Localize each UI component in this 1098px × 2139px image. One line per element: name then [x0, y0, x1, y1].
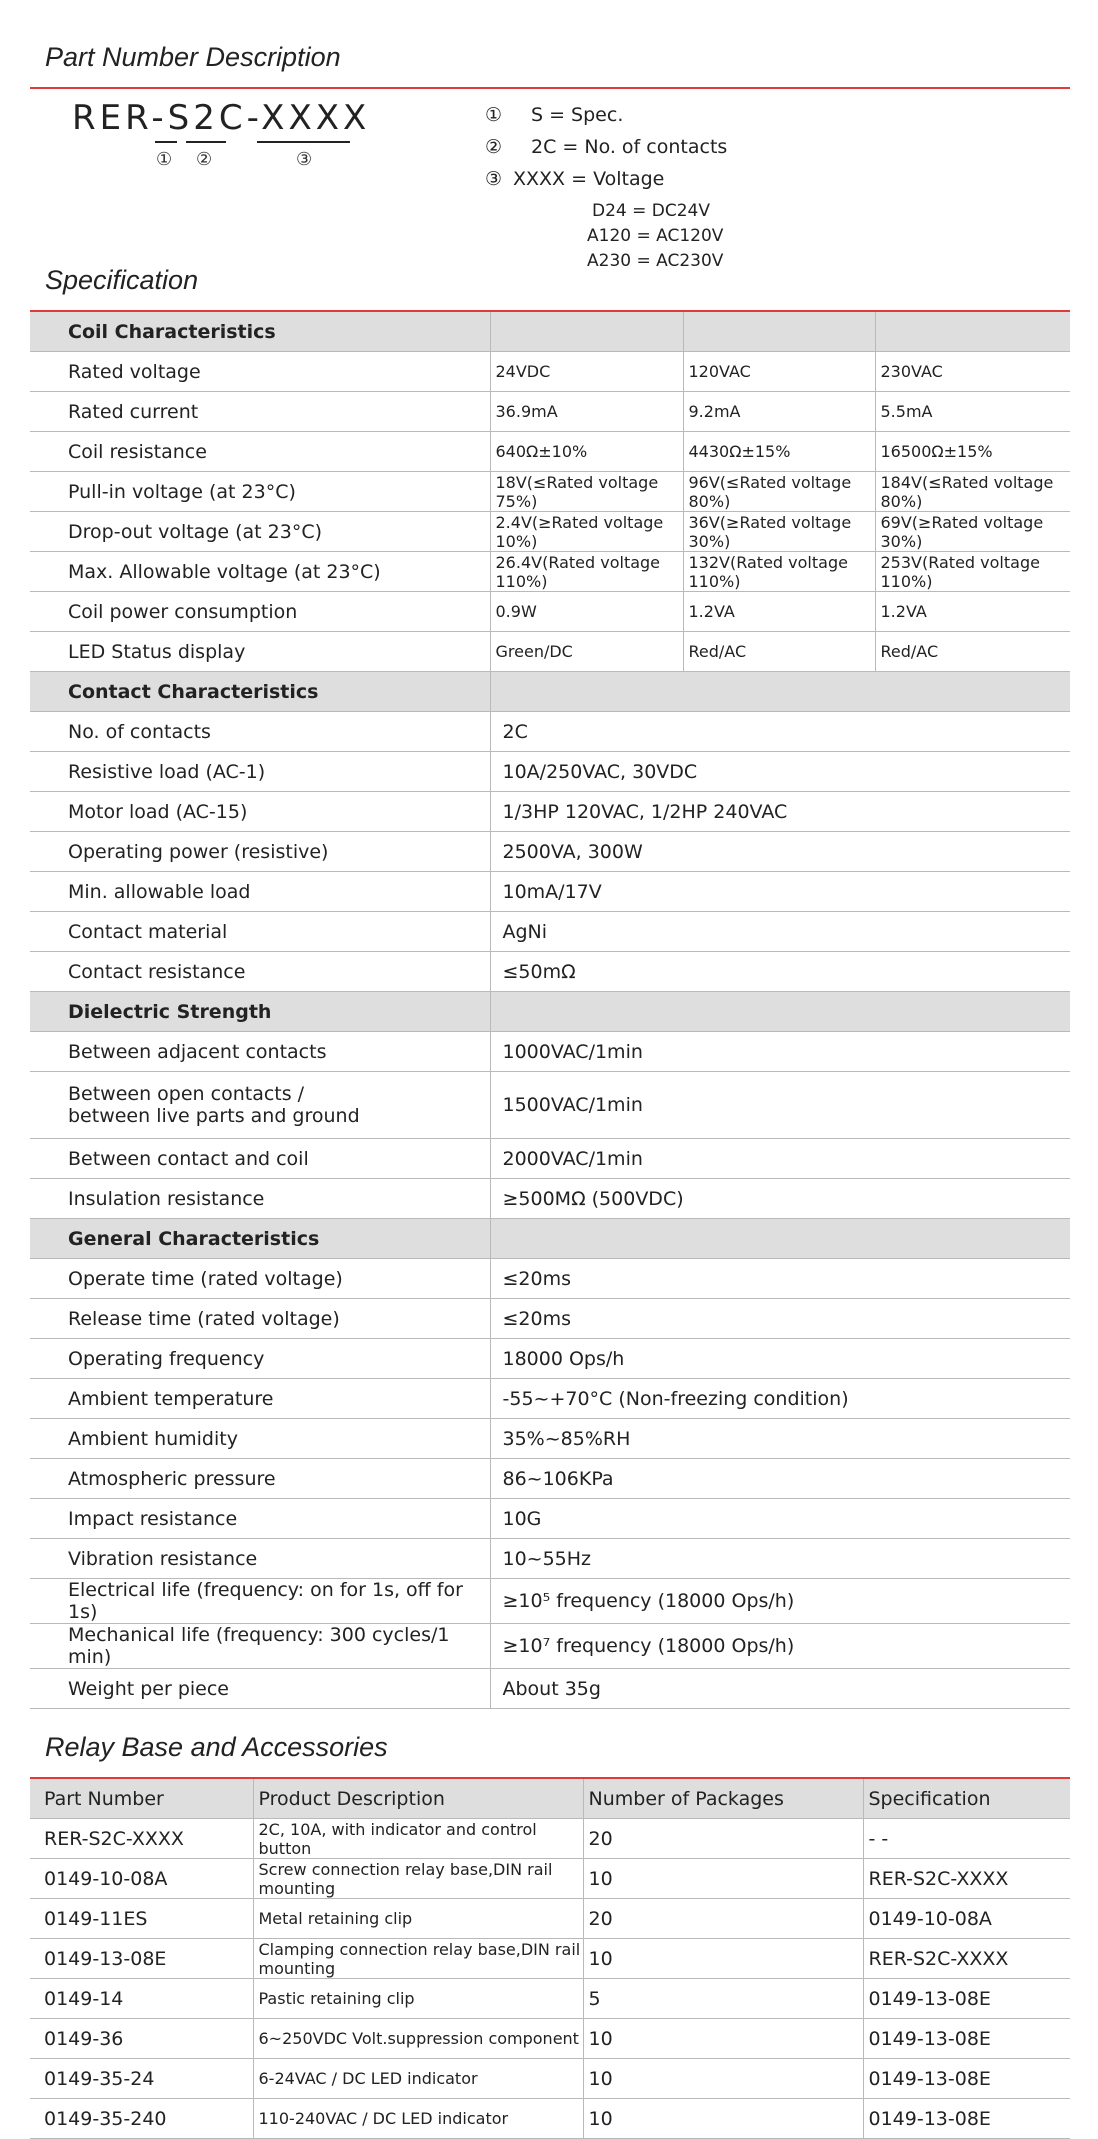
row-label: Motor load (AC-15): [30, 792, 490, 832]
specification-cell: 0149-13-08E: [863, 2099, 1070, 2139]
specification-cell: 0149-10-08A: [863, 1899, 1070, 1939]
specification-cell: 0149-13-08E: [863, 2019, 1070, 2059]
underline-3: [257, 141, 350, 143]
spec-row: [30, 1379, 1070, 1419]
value-230vac: 1.2VA: [875, 592, 1070, 632]
specification-cell: 0149-13-08E: [863, 1979, 1070, 2019]
spec-row: [30, 1419, 1070, 1459]
row-value: 35%~85%RH: [490, 1419, 1070, 1459]
row-label: Resistive load (AC-1): [30, 752, 490, 792]
row-value: 1500VAC/1min: [490, 1072, 1070, 1139]
spec-row: [30, 952, 1070, 992]
part-number-cell: 0149-35-24: [30, 2059, 253, 2099]
part-number-title: Part Number Description: [45, 42, 341, 72]
value-24vdc: 18V(≤Rated voltage 75%): [490, 472, 683, 512]
description-cell: Metal retaining clip: [253, 1899, 583, 1939]
row-value: 1/3HP 120VAC, 1/2HP 240VAC: [490, 792, 1070, 832]
spec-row: [30, 1669, 1070, 1709]
row-label: Between contact and coil: [30, 1139, 490, 1179]
coil-row: [30, 352, 1070, 392]
marker-2: ②: [196, 149, 213, 170]
row-label: Impact resistance: [30, 1499, 490, 1539]
spec-row: [30, 1459, 1070, 1499]
packages-cell: 20: [583, 1819, 863, 1859]
description-cell: 6-24VAC / DC LED indicator: [253, 2059, 583, 2099]
legend-item: ③ XXXX = Voltage: [485, 168, 665, 190]
marker-3: ③: [296, 149, 313, 170]
description-cell: Pastic retaining clip: [253, 1979, 583, 2019]
packages-cell: 20: [583, 1899, 863, 1939]
value-24vdc: 36.9mA: [490, 392, 683, 432]
row-label: Min. allowable load: [30, 872, 490, 912]
specification-table: [30, 310, 1070, 1709]
row-label: Drop-out voltage (at 23°C): [30, 512, 490, 552]
specification-cell: 0149-13-08E: [863, 2059, 1070, 2099]
value-230vac: Red/AC: [875, 632, 1070, 672]
part-number-cell: 0149-10-08A: [30, 1859, 253, 1899]
table-row: [30, 2059, 1070, 2099]
spec-row: [30, 1579, 1070, 1624]
packages-cell: 10: [583, 2059, 863, 2099]
column-header: Part Number: [30, 1778, 253, 1819]
row-label: Pull-in voltage (at 23°C): [30, 472, 490, 512]
value-120vac: 9.2mA: [683, 392, 875, 432]
voltage-code: A230 = AC230V: [587, 251, 724, 271]
row-value: 10G: [490, 1499, 1070, 1539]
column-header: Specification: [863, 1778, 1070, 1819]
part-number-cell: 0149-11ES: [30, 1899, 253, 1939]
row-label: Rated voltage: [30, 352, 490, 392]
value-24vdc: 640Ω±10%: [490, 432, 683, 472]
spec-row: [30, 1299, 1070, 1339]
row-label: Contact resistance: [30, 952, 490, 992]
row-value: 2500VA, 300W: [490, 832, 1070, 872]
spec-row: [30, 712, 1070, 752]
coil-row: [30, 512, 1070, 552]
value-120vac: 36V(≥Rated voltage 30%): [683, 512, 875, 552]
table-row: [30, 1939, 1070, 1979]
row-label: No. of contacts: [30, 712, 490, 752]
row-label: Rated current: [30, 392, 490, 432]
spec-row: [30, 1539, 1070, 1579]
spec-row: [30, 1072, 1070, 1139]
section-header-coil: Coil Characteristics: [30, 311, 1070, 352]
column-header: Number of Packages: [583, 1778, 863, 1819]
packages-cell: 10: [583, 1939, 863, 1979]
value-120vac: 96V(≤Rated voltage 80%): [683, 472, 875, 512]
value-230vac: 69V(≥Rated voltage 30%): [875, 512, 1070, 552]
value-24vdc: Green/DC: [490, 632, 683, 672]
value-230vac: 16500Ω±15%: [875, 432, 1070, 472]
table-row: [30, 2099, 1070, 2139]
row-value: About 35g: [490, 1669, 1070, 1709]
section-header-general: General Characteristics: [30, 1219, 1070, 1259]
spec-row: [30, 1032, 1070, 1072]
spec-row: [30, 1259, 1070, 1299]
voltage-code: A120 = AC120V: [587, 226, 724, 246]
row-label: LED Status display: [30, 632, 490, 672]
row-value: ≤20ms: [490, 1259, 1070, 1299]
coil-row: [30, 432, 1070, 472]
relay-base-title: Relay Base and Accessories: [45, 1732, 388, 1762]
value-230vac: 253V(Rated voltage 110%): [875, 552, 1070, 592]
spec-row: [30, 872, 1070, 912]
table-row: [30, 2019, 1070, 2059]
table-header-row: [30, 1778, 1070, 1819]
row-value: AgNi: [490, 912, 1070, 952]
marker-1: ①: [156, 149, 173, 170]
row-value: 2C: [490, 712, 1070, 752]
row-value: ≥500MΩ (500VDC): [490, 1179, 1070, 1219]
spec-row: [30, 1139, 1070, 1179]
description-cell: Screw connection relay base,DIN rail mounting: [253, 1859, 583, 1899]
voltage-code: D24 = DC24V: [592, 201, 710, 221]
table-row: [30, 1899, 1070, 1939]
row-label: Coil resistance: [30, 432, 490, 472]
spec-row: [30, 832, 1070, 872]
coil-row: [30, 552, 1070, 592]
section-header-dielectric: Dielectric Strength: [30, 992, 1070, 1032]
spec-row: [30, 1624, 1070, 1669]
description-cell: 110-240VAC / DC LED indicator: [253, 2099, 583, 2139]
row-value: 10mA/17V: [490, 872, 1070, 912]
description-cell: Clamping connection relay base,DIN rail mounting: [253, 1939, 583, 1979]
legend-item: ① S = Spec.: [485, 104, 624, 126]
part-number-code: RER-S2C-XXXX: [72, 98, 371, 138]
row-label: Max. Allowable voltage (at 23°C): [30, 552, 490, 592]
row-label: Electrical life (frequency: on for 1s, off for 1s): [30, 1579, 490, 1624]
row-label: Operate time (rated voltage): [30, 1259, 490, 1299]
table-row: [30, 1859, 1070, 1899]
row-value: 1000VAC/1min: [490, 1032, 1070, 1072]
row-value: ≤50mΩ: [490, 952, 1070, 992]
part-number-cell: 0149-36: [30, 2019, 253, 2059]
row-label: Ambient temperature: [30, 1379, 490, 1419]
row-value: 10~55Hz: [490, 1539, 1070, 1579]
spec-row: [30, 912, 1070, 952]
row-label: Ambient humidity: [30, 1419, 490, 1459]
part-number-cell: 0149-35-240: [30, 2099, 253, 2139]
spec-row: [30, 1339, 1070, 1379]
value-120vac: 1.2VA: [683, 592, 875, 632]
row-label: Between open contacts / between live parts and ground: [30, 1072, 490, 1139]
column-header: Product Description: [253, 1778, 583, 1819]
row-label: Weight per piece: [30, 1669, 490, 1709]
spec-row: [30, 1499, 1070, 1539]
specification-title: Specification: [45, 265, 199, 295]
coil-row: [30, 472, 1070, 512]
value-120vac: Red/AC: [683, 632, 875, 672]
title-divider: [30, 87, 1070, 89]
row-label: Vibration resistance: [30, 1539, 490, 1579]
row-value: ≥10⁵ frequency (18000 Ops/h): [490, 1579, 1070, 1624]
row-value: 18000 Ops/h: [490, 1339, 1070, 1379]
spec-row: [30, 1179, 1070, 1219]
table-row: [30, 1819, 1070, 1859]
coil-row: [30, 632, 1070, 672]
spec-row: [30, 752, 1070, 792]
part-number-cell: 0149-13-08E: [30, 1939, 253, 1979]
row-value: 2000VAC/1min: [490, 1139, 1070, 1179]
row-value: ≤20ms: [490, 1299, 1070, 1339]
coil-row: [30, 392, 1070, 432]
spec-row: [30, 792, 1070, 832]
specification-cell: RER-S2C-XXXX: [863, 1859, 1070, 1899]
description-cell: 6~250VDC Volt.suppression component: [253, 2019, 583, 2059]
row-label: Operating frequency: [30, 1339, 490, 1379]
row-value: -55~+70°C (Non-freezing condition): [490, 1379, 1070, 1419]
row-value: 10A/250VAC, 30VDC: [490, 752, 1070, 792]
underline-1: [155, 141, 177, 143]
row-label: Coil power consumption: [30, 592, 490, 632]
packages-cell: 5: [583, 1979, 863, 2019]
row-label: Atmospheric pressure: [30, 1459, 490, 1499]
specification-cell: - -: [863, 1819, 1070, 1859]
part-number-cell: 0149-14: [30, 1979, 253, 2019]
value-120vac: 132V(Rated voltage 110%): [683, 552, 875, 592]
row-label: Between adjacent contacts: [30, 1032, 490, 1072]
part-number-cell: RER-S2C-XXXX: [30, 1819, 253, 1859]
value-230vac: 184V(≤Rated voltage 80%): [875, 472, 1070, 512]
specification-cell: RER-S2C-XXXX: [863, 1939, 1070, 1979]
relay-base-table: [30, 1777, 1070, 2139]
value-24vdc: 0.9W: [490, 592, 683, 632]
underline-2: [186, 141, 226, 143]
row-value: 86~106KPa: [490, 1459, 1070, 1499]
row-label: Contact material: [30, 912, 490, 952]
legend-item: ② 2C = No. of contacts: [485, 136, 728, 158]
value-230vac: 5.5mA: [875, 392, 1070, 432]
value-120vac: 4430Ω±15%: [683, 432, 875, 472]
row-value: ≥10⁷ frequency (18000 Ops/h): [490, 1624, 1070, 1669]
row-label: Operating power (resistive): [30, 832, 490, 872]
row-label: Release time (rated voltage): [30, 1299, 490, 1339]
value-120vac: 120VAC: [683, 352, 875, 392]
table-row: [30, 1979, 1070, 2019]
row-label: Insulation resistance: [30, 1179, 490, 1219]
value-24vdc: 2.4V(≥Rated voltage 10%): [490, 512, 683, 552]
description-cell: 2C, 10A, with indicator and control button: [253, 1819, 583, 1859]
value-230vac: 230VAC: [875, 352, 1070, 392]
section-header-contact: Contact Characteristics: [30, 672, 1070, 712]
packages-cell: 10: [583, 2099, 863, 2139]
packages-cell: 10: [583, 2019, 863, 2059]
value-24vdc: 24VDC: [490, 352, 683, 392]
value-24vdc: 26.4V(Rated voltage 110%): [490, 552, 683, 592]
row-label: Mechanical life (frequency: 300 cycles/1 min): [30, 1624, 490, 1669]
coil-row: [30, 592, 1070, 632]
packages-cell: 10: [583, 1859, 863, 1899]
